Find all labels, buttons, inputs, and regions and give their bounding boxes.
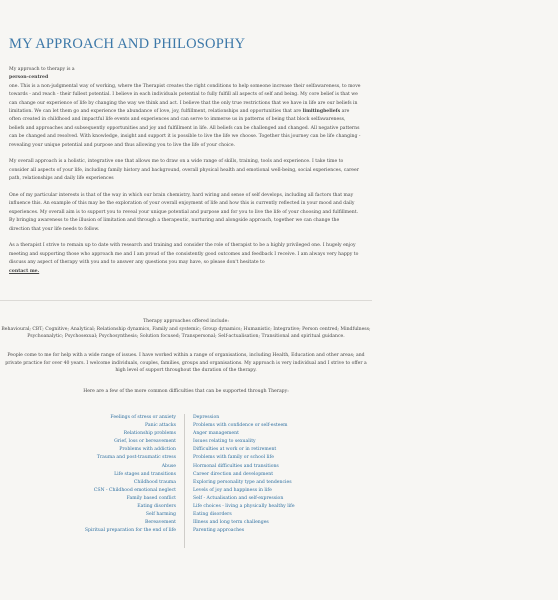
limiting-beliefs-term: limitingbeliefs <box>302 109 341 115</box>
list-item: Trauma and post-traumatic stress <box>96 455 176 461</box>
difficulties-list <box>0 414 372 554</box>
list-item: Self harming <box>145 512 176 518</box>
list-item: Illness and long term challenges <box>193 520 269 526</box>
intro-paragraph-4-text: As a therapist I strive to remain up to date with research and training and consider the role of therapist to be a highly privileged one. I hugely enjoy meeting and supporting those who approach me and I am proud of the consistently good outcomes and feedback I receive. I am always very happy to discuss any aspect of therapy with you and to answer any questions you may have, so please don't hesitate to <box>9 243 359 266</box>
list-item: CSN - Childhood emotional neglect <box>93 487 176 493</box>
list-item: Difficulties at work or in retirement <box>193 447 277 453</box>
intro-paragraph-1b: are often created in childhood and impactful life events and experiences and can serve to immerse us in patterns of being that block selfawareness, beliefs and approaches and subsequently opportunities and joy and fulfillment in life. All beliefs can be challenged and changed. All negative patterns can be changed and resolved. With knowledge, insight and support it is possible to live the life we choose. Together this journey can be life changing - revealing your unique potential and purpose and thus allowing you to live the life of your choice. <box>9 109 361 148</box>
intro-paragraph-1 <box>9 83 361 150</box>
list-item: Problems with confidence or self-esteem <box>193 423 288 429</box>
list-item: Abuse <box>161 463 176 469</box>
list-item: Career direction and development <box>193 471 274 477</box>
list-item: Exploring personality type and tendencies <box>193 479 292 485</box>
list-item: Parenting approaches <box>193 528 245 534</box>
list-item: Bereavement <box>145 520 176 526</box>
approaches-heading: Therapy approaches offered include: <box>143 319 229 324</box>
section-divider <box>0 300 372 301</box>
intro-paragraph-3: One of my particular interests is that of the way in which our brain chemistry, hard wiring and sense of self develops, including all factors that may influence this. An example of this may be the exploration of your overall enjoyment of life and how this is currently reflected in your mood and daily experiences. My overall aim is to support you to reveal your unique potential and purpose and for you to live the life of your choosing and fulfillment. By bringing awareness to the illusion of limitation and through a therapeutic, nurturing and alongside approach, together we can change the direction that your life needs to follow. <box>9 193 359 232</box>
list-item: Hormonal difficulties and transitions <box>193 463 279 469</box>
experience-text: People come to me for help with a wide range of issues. I have worked within a range of organisations, including Health, Education and other areas; and private practice for over 40 years. I welcome individuals, couples, families, groups and organisations. My approach is very individual and I strive to offer a high level of support throughout the duration of the therapy. <box>5 353 367 374</box>
list-item: Childhood trauma <box>133 479 176 485</box>
page-title: MY APPROACH AND PHILOSOPHY <box>9 36 246 52</box>
list-item: Life choices - living a physically healthy life <box>193 504 295 510</box>
list-item: Relationship problems <box>123 431 176 437</box>
list-item: Eating disorders <box>137 504 176 510</box>
list-item: Feelings of stress or anxiety <box>110 415 176 420</box>
list-item: Anger management <box>193 431 239 437</box>
approaches-list: Behavioural; CBT; Cognitive; Analytical; Relationship dynamics, Family and systemic; Group dynamics; Humanistic; Integrative; Person centred; Mindfulness; Psychoanalytic; Psychosexual; Psychosynthesis; Solution focused; Transpersonal; Self-actualisation; Transitional and spiritual guidance. <box>1 326 371 340</box>
list-item: Eating disorders <box>193 512 232 518</box>
difficulties-heading-wrap <box>0 388 372 396</box>
difficulties-right-column <box>193 414 363 535</box>
person-centred-term: person-centred <box>9 75 49 81</box>
difficulties-left-column <box>40 414 176 535</box>
list-item: Depression <box>193 415 220 420</box>
list-item: Family based conflict <box>126 495 176 501</box>
list-item: Problems with addiction <box>119 447 176 453</box>
list-item: Problems with family or school life <box>193 455 274 461</box>
difficulties-heading: Here are a few of the more common difficulties that can be supported through Therapy: <box>83 389 289 394</box>
intro-paragraph-1a: one. This is a non-judgmental way of working, where the Therapist creates the right conditions to help someone increase their selfawareness, to move towards - and reach - their fullest potential. I believe in each individuals potential to fully fulfill all aspects of self and being. My core belief is that we can change our experience of life by changing the way we think and act. I believe that the only true restrictions that we have in life are our beliefs in limitation. We can let them go and experience the abundance of love, joy, fulfillment, relationships and opportunities that are <box>9 83 361 115</box>
list-item: Levels of joy and happiness in life <box>193 487 272 493</box>
list-item: Spiritual preparation for the end of life <box>84 528 176 534</box>
intro-paragraph-4 <box>9 242 361 276</box>
list-item: Issues relating to sexuality <box>193 439 256 445</box>
intro-section <box>9 66 361 276</box>
intro-line1: My approach to therapy is a <box>9 67 75 72</box>
list-item: Grief, loss or bereavement <box>114 439 176 445</box>
approaches-section <box>0 318 372 341</box>
list-item: Life stages and transitions <box>114 471 176 477</box>
column-divider <box>184 414 185 548</box>
intro-paragraph-2: My overall approach is a holistic, integrative one that allows me to draw on a wide range of skills, training, tools and experience. I take time to consider all aspects of your life, including family history and background, overall physical health and emotional well-being, social experiences, career path, relationships and daily life experiences <box>9 159 359 182</box>
contact-me-link[interactable]: contact me. <box>9 268 40 274</box>
list-item: Panic attacks <box>145 423 176 429</box>
experience-section <box>0 352 372 375</box>
list-item: Self - Actualisation and self-expression <box>193 495 284 501</box>
